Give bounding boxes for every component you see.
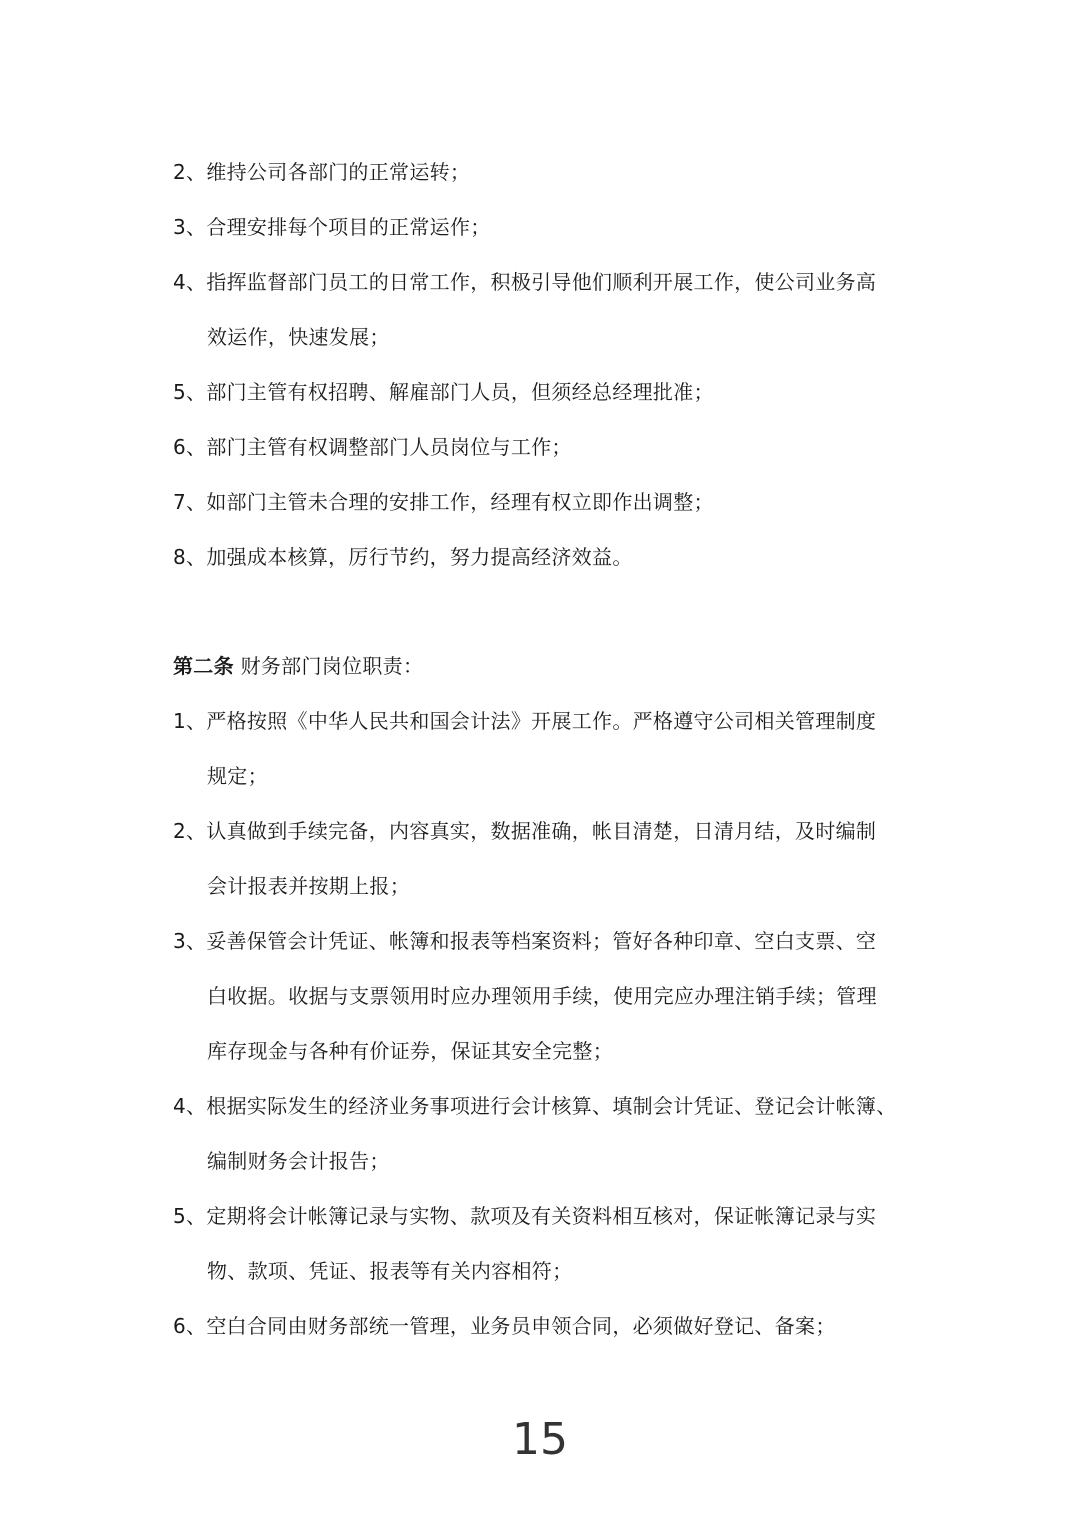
list-item: 6、部门主管有权调整部门人员岗位与工作； — [173, 435, 572, 459]
list-item: 3、妥善保管会计凭证、帐簿和报表等档案资料；管好各种印章、空白支票、空 — [173, 929, 877, 953]
list-item: 8、加强成本核算，厉行节约，努力提高经济效益。 — [173, 545, 633, 569]
list-item: 3、合理安排每个项目的正常运作； — [173, 215, 491, 239]
list-item-continuation: 白收据。收据与支票领用时应办理领用手续，使用完应办理注销手续；管理 — [207, 984, 877, 1008]
list-item: 2、认真做到手续完备，内容真实，数据准确，帐目清楚，日清月结，及时编制 — [173, 819, 877, 843]
list-item: 2、维持公司各部门的正常运转； — [173, 160, 471, 184]
list-item-continuation: 物、款项、凭证、报表等有关内容相符； — [207, 1259, 573, 1283]
section-heading — [173, 652, 423, 680]
list-item: 1、严格按照《中华人民共和国会计法》开展工作。严格遵守公司相关管理制度 — [173, 709, 877, 733]
page-number: 15 — [512, 1414, 568, 1465]
list-item: 7、如部门主管未合理的安排工作，经理有权立即作出调整； — [173, 490, 714, 514]
article-number: 第二条 — [173, 654, 234, 678]
list-item: 6、空白合同由财务部统一管理，业务员申领合同，必须做好登记、备案； — [173, 1314, 836, 1338]
list-item-continuation: 效运作，快速发展； — [207, 325, 390, 349]
list-item-continuation: 规定； — [207, 764, 268, 788]
list-item-continuation: 会计报表并按期上报； — [207, 874, 410, 898]
list-item-continuation: 编制财务会计报告； — [207, 1149, 390, 1173]
list-item: 5、部门主管有权招聘、解雇部门人员，但须经总经理批准； — [173, 380, 714, 404]
article-title: 财务部门岗位职责： — [233, 654, 424, 678]
list-item: 4、根据实际发生的经济业务事项进行会计核算、填制会计凭证、登记会计帐簿、 — [173, 1094, 897, 1118]
list-item: 4、指挥监督部门员工的日常工作，积极引导他们顺利开展工作，使公司业务高 — [173, 270, 877, 294]
list-item: 5、定期将会计帐簿记录与实物、款项及有关资料相互核对，保证帐簿记录与实 — [173, 1204, 877, 1228]
list-item-continuation: 库存现金与各种有价证券，保证其安全完整； — [207, 1039, 613, 1063]
